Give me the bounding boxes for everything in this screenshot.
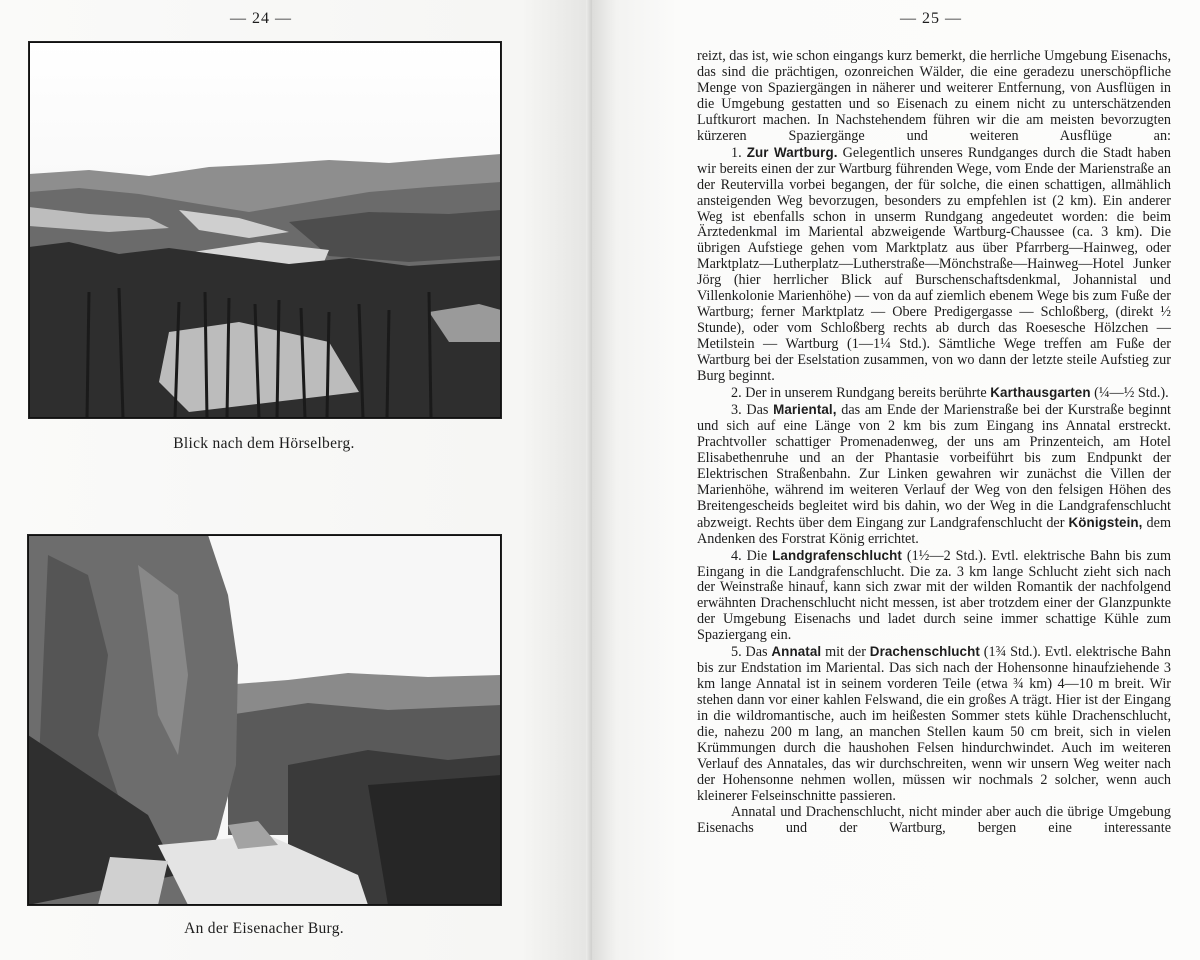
caption-eisenacher-burg: An der Eisenacher Burg. bbox=[184, 920, 344, 937]
item-number: 5. bbox=[731, 644, 742, 661]
section-annatal bbox=[697, 644, 1171, 805]
heading-mariental: Mariental, bbox=[773, 401, 837, 417]
intro-paragraph bbox=[697, 49, 1171, 145]
photo-hoerselberg bbox=[28, 41, 502, 419]
heading-annatal: Annatal bbox=[771, 644, 822, 660]
intro-text: reizt, das ist, wie schon eingangs kurz bemerkt, die herrliche Umgebung Eisenachs, das sind die prächtigen, ozonreichen Wälder, die eine geradezu unerschöpfliche Menge von Spaziergängen in näherer und weiterer Entfernung, von Ausflügen in die Umgebung gestatten und so Eisenach zu einem nicht zu unterschätzenden Luftkurort machen. In Nachstehendem führen wir die am meisten bevorzugten kürzeren Spaziergänge und weiteren Ausflüge an: bbox=[697, 48, 1171, 144]
item-number: 4. bbox=[731, 547, 742, 564]
landscape-photo-valley-forest-icon bbox=[29, 42, 501, 418]
heading-zur-wartburg: Zur Wartburg. bbox=[746, 144, 838, 160]
section-karthausgarten bbox=[697, 385, 1171, 402]
item-number: 1. bbox=[731, 144, 742, 161]
text-annatal-pre: Das bbox=[741, 644, 772, 661]
body-text bbox=[697, 49, 1171, 837]
photo-eisenacher-burg bbox=[27, 534, 502, 906]
text-koenigstein: dem Andenken des Forstrat König errichtet. bbox=[697, 514, 1171, 547]
text-landgrafenschlucht: (1½—2 Std.). Evtl. elektrische Bahn bis zum Eingang in die Landgrafenschlucht. Die za. 3 km lange Schlucht zieht sich nach der Weinstraße hinauf, kann sich zwar mit der wilden Romantik der nachfolgend erwähnten Drachenschlucht nicht messen, ist aber trotzdem einer der Glanzpunkte der Umgebung Eisenachs und ladet durch seine immer schattige Kühle zum Spaziergang ein. bbox=[697, 547, 1171, 644]
heading-karthausgarten: Karthausgarten bbox=[990, 385, 1091, 401]
landscape-photo-rock-cliff-path-icon bbox=[28, 535, 501, 905]
left-page bbox=[0, 0, 592, 960]
section-zur-wartburg bbox=[697, 145, 1171, 385]
heading-landgrafenschlucht: Landgrafenschlucht bbox=[772, 547, 902, 563]
item-number: 3. bbox=[731, 401, 742, 418]
text-annatal-mid: mit der bbox=[821, 644, 870, 661]
text-mariental-pre: Das bbox=[741, 401, 774, 418]
section-landgrafenschlucht bbox=[697, 548, 1171, 645]
heading-drachenschlucht: Drachenschlucht bbox=[869, 644, 980, 660]
text-mariental: das am Ende der Marienstraße bei der Kurstraße beginnt und sich auf eine Länge von 2 km bis zum Eingang ins Annatal erstreckt. Prachtvoller schattiger Promenadenweg, der uns am Prinzenteich, am Hotel Elisabethenruhe und an der Phantasie vorbeiführt bis zum Endpunkt der Elektrischen Straßenbahn. Zur Linken gewahren wir zunächst die Villen der Marienhöhe, während im weiteren Verlauf der Weg von den felsigen Höhen des Breitengescheids begleitet wird bis dahin, wo der Weg in die Landgrafenschlucht abzweigt. Rechts über dem Eingang zur Landgrafenschlucht der bbox=[697, 401, 1171, 531]
text-karthausgarten: (¼—½ Std.). bbox=[1090, 385, 1169, 402]
closing-paragraph bbox=[697, 805, 1171, 837]
text-zur-wartburg: Gelegentlich unseres Rundganges durch die Stadt haben wir bereits einen der zur Wartburg führenden Wege, vom Ende der Marienstraße an der Reutervilla vorbei begangen, der für solche, die einen schattigen, allmählich ansteigenden Weg bevorzugen, besonders zu empfehlen ist (2 km). Ein anderer Weg ist ebenfalls schon in unserm Rundgang angedeutet worden: die beim Ärztedenkmal im Mariental abzweigende Wartburg-Chaussee (ca. 3 km). Die übrigen Aufstiege gehen vom Marktplatz aus über Pfarrberg—Hainweg, oder Marktplatz—Lutherplatz—Lutherstraße—Mönchstraße—Hainweg—Hotel Junker Jörg (hier herrlicher Blick auf Burschenschaftsdenkmal, Johannistal und Villenkolonie Marienhöhe) — von da auf ziemlich ebenem Wege bis zum Fuße der Wartburg; ferner Marktplatz — Obere Predigergasse — Schloßberg, (direkt ½ Stunde), oder vom Schloßberg rechts ab durch das Roesesche Hölzchen — Metilstein — Wartburg (1—1¼ Std.). Sämtliche Wege treffen am Fuße der Wartburg bei der Eselstation zusammen, von wo dann der letzte steile Aufstieg zur Burg beginnt. bbox=[697, 144, 1172, 385]
item-number: 2. bbox=[731, 385, 742, 402]
closing-text: Annatal und Drachenschlucht, nicht minder aber auch die übrige Umgebung Eisenachs und der Wartburg, bergen eine interessante bbox=[697, 803, 1171, 836]
page-number-right: — 25 — bbox=[900, 10, 962, 27]
text-annatal: (1¾ Std.). Evtl. elektrische Bahn bis zur Endstation im Mariental. Das sich nach der Hohensonne hinaufziehende 3 km lange Annatal ist in seinem vorderen Teile (etwa ¾ km) 4—10 m breit. Wir stehen dann vor einer kahlen Felswand, die ein großes A trägt. Hier ist der Eingang in die wildromantische, auch im heißesten Sommer stets kühle Drachenschlucht, die, nahezu 200 m lang, an manchen Stellen kaum 50 cm breit, sich in vielen Krümmungen durch die haushohen Felsen hindurchwindet. Auch im weiteren Verlauf des Annatales, das wir durchschreiten, wenn wir unsern Weg weiter nach der Hohensonne nehmen wollen, müssen wir nochmals 2 solcher, wenn auch kleinerer Felseinschnitte passieren. bbox=[697, 644, 1171, 804]
caption-hoerselberg: Blick nach dem Hörselberg. bbox=[173, 435, 355, 452]
text-karthausgarten-pre: Der in unserem Rundgang bereits berührte bbox=[741, 385, 991, 402]
section-mariental bbox=[697, 402, 1171, 548]
page-number-left: — 24 — bbox=[230, 10, 292, 27]
heading-koenigstein: Königstein, bbox=[1068, 514, 1143, 530]
text-landgrafenschlucht-pre: Die bbox=[741, 547, 773, 564]
